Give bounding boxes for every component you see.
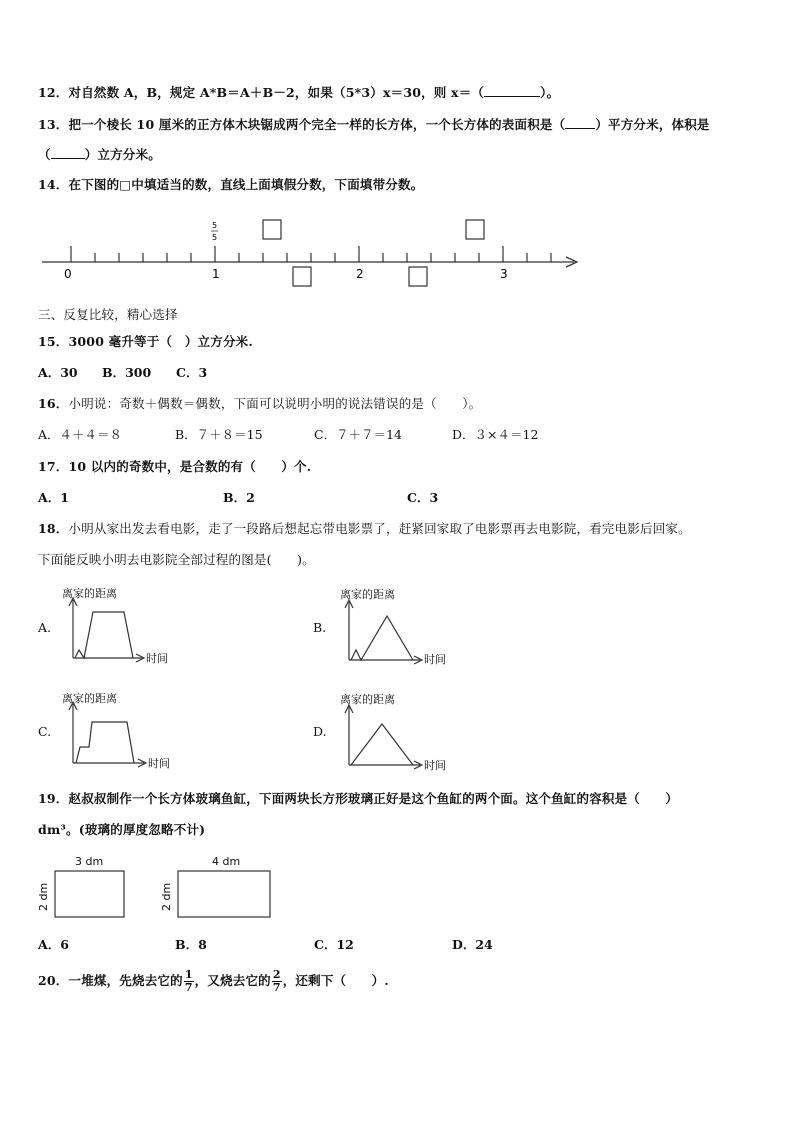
answer-blank[interactable]	[51, 146, 85, 159]
fraction-numerator: 2	[272, 968, 281, 981]
fraction-denominator: 7	[272, 981, 281, 994]
question-12	[38, 84, 559, 101]
question-text: 一堆煤，先烧去它的	[68, 973, 183, 988]
question-20	[38, 964, 389, 998]
fraction-two-sevenths	[272, 969, 282, 994]
question-19-line2: dm³。(玻璃的厚度忽略不计)	[38, 822, 206, 837]
glass-rect-2	[178, 871, 270, 917]
section-heading: 三、反复比较，精心选择	[38, 307, 178, 322]
question-15	[38, 334, 253, 350]
question-19	[38, 791, 678, 807]
question-text: ，又烧去它的	[194, 973, 271, 988]
option-b[interactable]: B．2	[223, 490, 255, 505]
question-text: 赵叔叔制作一个长方体玻璃鱼缸，下面两块长方形玻璃正好是这个鱼缸的两个面。这个鱼缸的容积是（ ）	[68, 791, 679, 806]
q16-options	[38, 427, 738, 443]
option-d[interactable]: D．３×４＝12	[452, 427, 539, 442]
question-text: 小明从家出发去看电影，走了一段路后想起忘带电影票了，赶紧回家取了电影票再去电影院，看完电影后回家。	[68, 521, 691, 536]
question-text: 3000 毫升等于（ ）立方分米.	[68, 334, 253, 349]
graph-option-b-label[interactable]: B.	[313, 620, 327, 635]
number-line-figure	[0, 200, 794, 295]
question-text: 10 以内的奇数中，是合数的有（ ）个.	[68, 459, 312, 474]
answer-blank[interactable]	[484, 84, 540, 97]
answer-box-below-1[interactable]	[293, 267, 311, 286]
graph-c[interactable]	[69, 702, 146, 767]
question-number: 18．	[38, 521, 69, 536]
question-13-line2	[38, 146, 161, 163]
question-text-end: ）。	[540, 85, 560, 100]
question-number: 19．	[38, 791, 69, 806]
option-c[interactable]: C．12	[314, 937, 354, 952]
option-c[interactable]: C．７＋７＝14	[314, 427, 402, 442]
graph-d[interactable]	[345, 705, 422, 769]
q19-glass-figures	[0, 848, 794, 928]
question-text: ）平方分米，体积是	[595, 117, 710, 132]
question-text: 在下图的□中填适当的数，直线上面填假分数，下面填带分数。	[68, 177, 424, 192]
tick-label-2: 2	[356, 267, 364, 281]
fraction-denominator: 7	[184, 981, 193, 994]
number-line-ticks	[71, 246, 551, 262]
rect2-height-label: 2 dm	[160, 882, 173, 911]
graph-b[interactable]	[345, 600, 422, 664]
graph-b-x-label: 时间	[424, 653, 446, 666]
tick-label-3: 3	[500, 267, 508, 281]
q17-options	[38, 490, 738, 506]
tick-label-1: 1	[212, 267, 220, 281]
answer-blank[interactable]	[565, 116, 595, 129]
question-text: 把一个棱长 10 厘米的正方体木块锯成两个完全一样的长方体，一个长方体的表面积是（	[68, 117, 566, 132]
graph-option-d-label[interactable]: D.	[313, 724, 327, 739]
q19-options	[38, 937, 738, 953]
answer-box-above-1[interactable]	[263, 220, 281, 239]
graph-d-x-label: 时间	[424, 759, 446, 772]
glass-rect-1	[55, 871, 124, 917]
question-text: 小明说：奇数＋偶数＝偶数，下面可以说明小明的说法错误的是（ ）。	[68, 396, 482, 411]
option-a[interactable]: A．30	[38, 365, 78, 380]
graph-option-a-label[interactable]: A.	[38, 620, 52, 635]
fraction-numerator: 5	[212, 221, 218, 230]
tick-label-0: 0	[64, 267, 72, 281]
option-b[interactable]: B．300	[102, 365, 152, 380]
q18-graphs	[0, 580, 794, 780]
graph-b-y-label: 离家的距离	[340, 588, 395, 601]
question-number: 17．	[38, 459, 69, 474]
option-c[interactable]: C．3	[176, 365, 208, 380]
option-d[interactable]: D．24	[452, 937, 493, 952]
rect1-height-label: 2 dm	[37, 882, 50, 911]
question-18	[38, 521, 691, 537]
option-b[interactable]: B．8	[175, 937, 207, 952]
question-text: （	[38, 147, 51, 162]
option-b[interactable]: B．７＋８＝15	[175, 427, 263, 442]
graph-a-y-label: 离家的距离	[62, 587, 117, 600]
option-a[interactable]: A．1	[38, 490, 69, 505]
question-number: 13．	[38, 117, 69, 132]
question-number: 15．	[38, 334, 69, 349]
question-number: 20．	[38, 973, 69, 988]
answer-box-below-2[interactable]	[409, 267, 427, 286]
rect1-width-label: 3 dm	[75, 855, 104, 868]
question-text: ，还剩下（ ）.	[282, 973, 389, 988]
question-number: 14．	[38, 177, 69, 192]
question-text: ）立方分米。	[84, 147, 161, 162]
question-number: 16．	[38, 396, 69, 411]
option-a[interactable]: A．４＋４＝８	[38, 427, 123, 442]
question-17	[38, 459, 311, 475]
question-18-line2: 下面能反映小明去电影院全部过程的图是( )。	[38, 552, 315, 567]
option-c[interactable]: C．3	[407, 490, 439, 505]
fraction-numerator: 1	[184, 968, 193, 981]
fraction-one-seventh	[184, 969, 194, 994]
fraction-denominator: 5	[212, 233, 218, 242]
question-text: 对自然数 A，B，规定 A*B＝A＋B－2，如果（5*3）x＝30，则 x＝（	[68, 85, 485, 100]
option-a[interactable]: A．6	[38, 937, 69, 952]
graph-c-y-label: 离家的距离	[62, 692, 117, 705]
rect2-width-label: 4 dm	[212, 855, 241, 868]
question-number: 12．	[38, 85, 69, 100]
q15-options	[38, 365, 738, 381]
answer-box-above-2[interactable]	[466, 220, 484, 239]
graph-d-y-label: 离家的距离	[340, 693, 395, 706]
question-14	[38, 177, 423, 193]
graph-a-x-label: 时间	[146, 652, 168, 665]
question-16	[38, 396, 481, 412]
graph-option-c-label[interactable]: C.	[38, 724, 52, 739]
graph-a[interactable]	[69, 598, 144, 662]
question-13	[38, 116, 710, 133]
graph-c-x-label: 时间	[148, 757, 170, 770]
